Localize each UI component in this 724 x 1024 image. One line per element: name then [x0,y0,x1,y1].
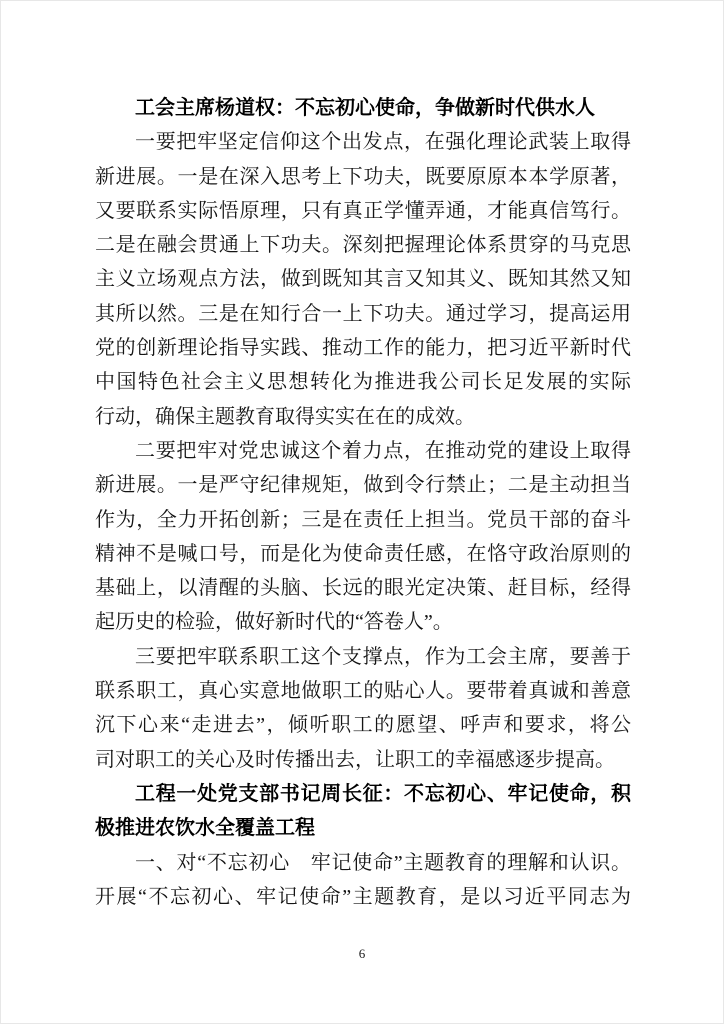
body-line: 行动，确保主题教育取得实实在在的成效。 [95,405,475,428]
body-line: 司对职工的关心及时传播出去，让职工的幸福感逐步提高。 [95,748,615,771]
body-line: 主义立场观点方法，做到既知其言又知其义、既知其然又知 [95,268,631,291]
body-line: 一要把牢坚定信仰这个出发点，在强化理论武装上取得 [135,131,631,154]
body-line: 精神不是喊口号，而是化为使命责任感，在恪守政治原则的 [95,542,631,565]
page-number: 6 [358,946,366,961]
body-line: 作为，全力开拓创新；三是在责任上担当。党员干部的奋斗 [95,508,631,531]
body-line: 党的创新理论指导实践、推动工作的能力，把习近平新时代 [95,337,631,360]
body-line: 沉下心来“走进去”，倾听职工的愿望、呼声和要求，将公 [95,714,631,737]
body-line: 一、对“不忘初心 牢记使命”主题教育的理解和认识。 [135,851,631,874]
body-line: 开展“不忘初心、牢记使命”主题教育，是以习近平同志为 [95,885,631,908]
section-heading: 工程一处党支部书记周长征：不忘初心、牢记使命，积 [135,782,631,805]
section-heading: 极推进农饮水全覆盖工程 [95,817,315,840]
text-block [95,91,631,914]
body-line: 其所以然。三是在知行合一上下功夫。通过学习，提高运用 [95,302,631,325]
body-line: 又要联系实际悟原理，只有真正学懂弄通，才能真信笃行。 [95,199,631,222]
section-heading: 工会主席杨道权：不忘初心使命，争做新时代供水人 [135,97,595,119]
body-line: 二是在融会贯通上下功夫。深刻把握理论体系贯穿的马克思 [95,234,631,257]
body-line: 联系职工，真心实意地做职工的贴心人。要带着真诚和善意 [95,680,631,703]
body-line: 基础上，以清醒的头脑、长远的眼光定决策、赶目标，经得 [95,577,631,600]
body-line: 新进展。一是严守纪律规矩，做到令行禁止；二是主动担当 [95,474,631,497]
body-line: 三要把牢联系职工这个支撑点，作为工会主席，要善于 [135,645,631,668]
body-line: 新进展。一是在深入思考上下功夫，既要原原本本学原著， [95,165,631,188]
body-line: 起历史的检验，做好新时代的“答卷人”。 [95,611,453,634]
body-line: 中国特色社会主义思想转化为推进我公司长足发展的实际 [95,371,631,394]
body-line: 二要把牢对党忠诚这个着力点，在推动党的建设上取得 [135,439,631,462]
